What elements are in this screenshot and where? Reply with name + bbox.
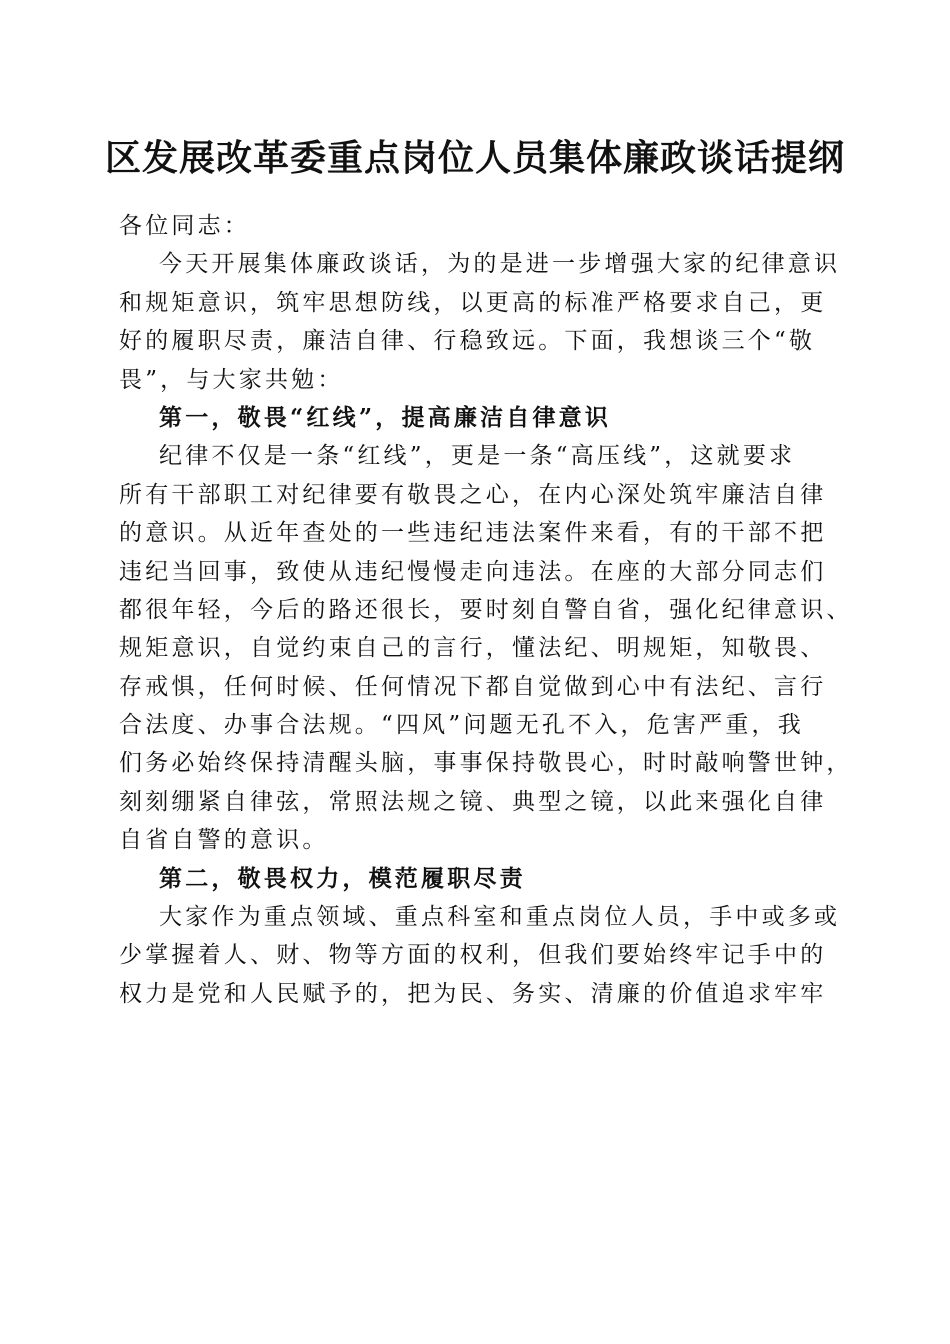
paragraph-line: 规矩意识，自觉约束自己的言行，懂法纪、明规矩，知敬畏、 [119, 635, 827, 662]
paragraph-line: 都很年轻，今后的路还很长，要时刻自警自省，强化纪律意识、 [119, 596, 853, 623]
paragraph-line: 们务必始终保持清醒头脑，事事保持敬畏心，时时敲响警世钟， [119, 750, 853, 777]
paragraph-line: 所有干部职工对纪律要有敬畏之心，在内心深处筑牢廉洁自律 [119, 481, 827, 508]
paragraph-line: 大家作为重点领域、重点科室和重点岗位人员，手中或多或 [159, 904, 841, 931]
paragraph-line: 畏”，与大家共勉： [119, 366, 344, 393]
paragraph-line: 刻刻绷紧自律弦，常照法规之镜、典型之镜，以此来强化自律 [119, 788, 827, 815]
section-heading: 第二，敬畏权力，模范履职尽责 [159, 864, 526, 892]
paragraph-line: 好的履职尽责，廉洁自律、行稳致远。下面，我想谈三个“敬 [119, 328, 816, 355]
paragraph-line: 合法度、办事合法规。“四风”问题无孔不入，危害严重，我 [119, 712, 804, 739]
paragraph-line: 权力是党和人民赋予的，把为民、务实、清廉的价值追求牢牢 [119, 980, 827, 1007]
paragraph-line: 各位同志： [119, 213, 250, 239]
paragraph-line: 违纪当回事，致使从违纪慢慢走向违法。在座的大部分同志们 [119, 558, 827, 585]
paragraph-line: 自省自警的意识。 [119, 827, 329, 854]
section-heading: 第一，敬畏“红线”，提高廉洁自律意识 [159, 403, 612, 431]
paragraph-line: 的意识。从近年查处的一些违纪违法案件来看，有的干部不把 [119, 520, 827, 547]
paragraph-line: 存戒惧，任何时候、任何情况下都自觉做到心中有法纪、言行 [119, 673, 827, 700]
document-body [119, 207, 853, 1013]
paragraph-line: 纪律不仅是一条“红线”，更是一条“高压线”，这就要求 [159, 443, 796, 470]
paragraph-line: 今天开展集体廉政谈话，为的是进一步增强大家的纪律意识 [159, 251, 841, 278]
paragraph-line: 少掌握着人、财、物等方面的权利，但我们要始终牢记手中的 [119, 942, 827, 969]
paragraph-line: 和规矩意识，筑牢思想防线，以更高的标准严格要求自己，更 [119, 289, 827, 316]
document-title: 区发展改革委重点岗位人员集体廉政谈话提纲 [104, 137, 845, 179]
